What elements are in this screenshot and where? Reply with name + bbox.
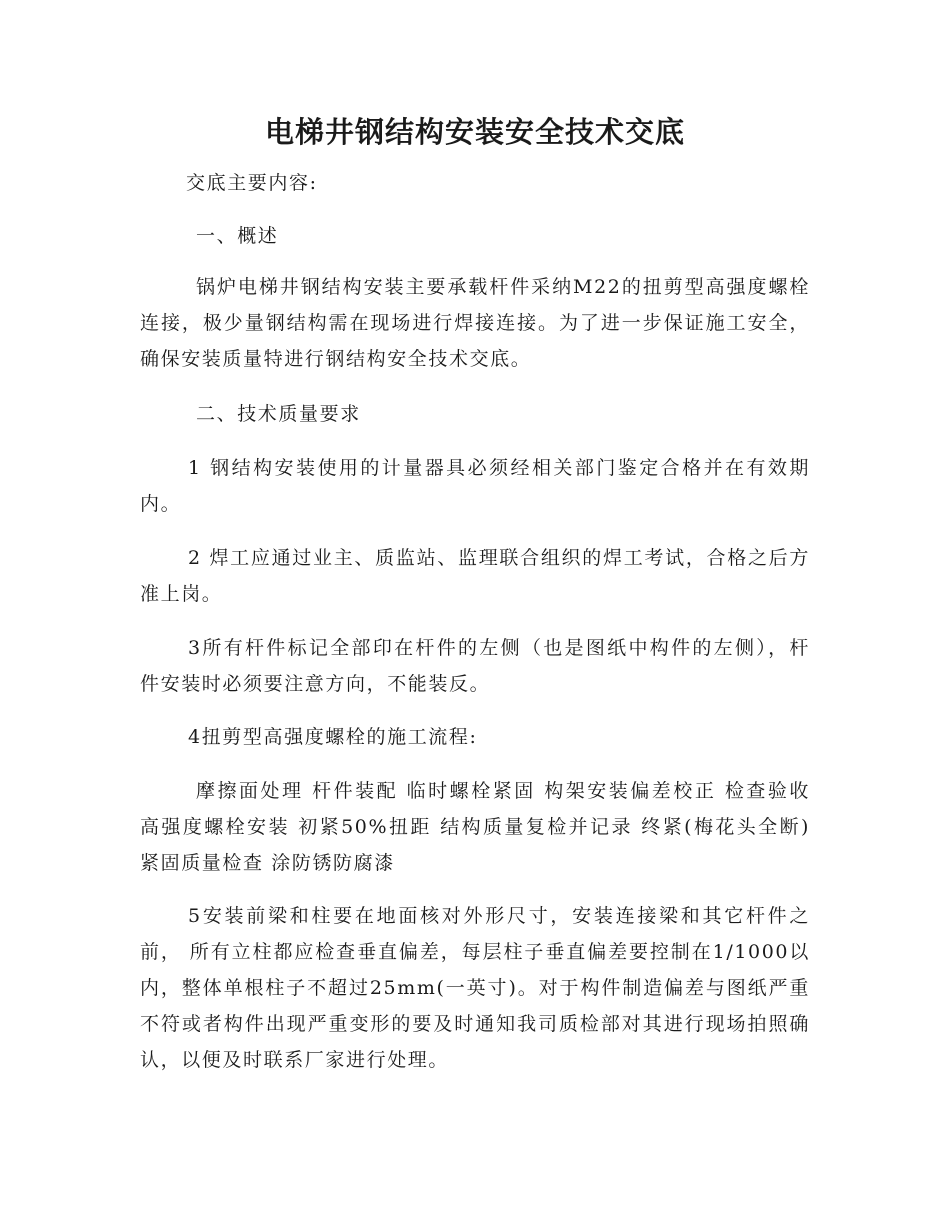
requirement-item-3: 3所有杆件标记全部印在杆件的左侧（也是图纸中构件的左侧），杆件安装时必须要注意方向，不能装反。 (140, 637, 810, 695)
bolt-process-flow: 摩擦面处理 杆件装配 临时螺栓紧固 构架安装偏差校正 检查验收 高强度螺栓安装 初紧50%扭距 结构质量复检并记录 终紧(梅花头全断) 紧固质量检查 涂防锈防腐漆 (140, 780, 810, 874)
requirement-item-5: 5安装前梁和柱要在地面核对外形尺寸，安装连接梁和其它杆件之前， 所有立柱都应检查垂直偏差，每层柱子垂直偏差要控制在1/1000以内，整体单根柱子不超过25mm(一英寸)。对于构件制造偏差与图纸严重不符或者构件出现严重变形的要及时通知我司质检部对其进行现场拍照确认，以便及时联系厂家进行处理。 (140, 905, 810, 1071)
intro-text: 交底主要内容: (186, 172, 318, 194)
section-heading-requirements: 二、技术质量要求 (196, 403, 361, 425)
requirement-item-1: 1 钢结构安装使用的计量器具必须经相关部门鉴定合格并在有效期内。 (140, 457, 810, 515)
requirement-item-4: 4扭剪型高强度螺栓的施工流程: (188, 726, 478, 748)
requirement-item-2: 2 焊工应通过业主、质监站、监理联合组织的焊工考试，合格之后方准上岗。 (140, 547, 810, 605)
overview-paragraph: 锅炉电梯井钢结构安装主要承载杆件采纳M22的扭剪型高强度螺栓连接，极少量钢结构需在现场进行焊接连接。为了进一步保证施工安全，确保安装质量特进行钢结构安全技术交底。 (140, 276, 810, 370)
section-heading-overview: 一、概述 (196, 225, 279, 247)
document-title: 电梯井钢结构安装安全技术交底 (264, 115, 685, 149)
